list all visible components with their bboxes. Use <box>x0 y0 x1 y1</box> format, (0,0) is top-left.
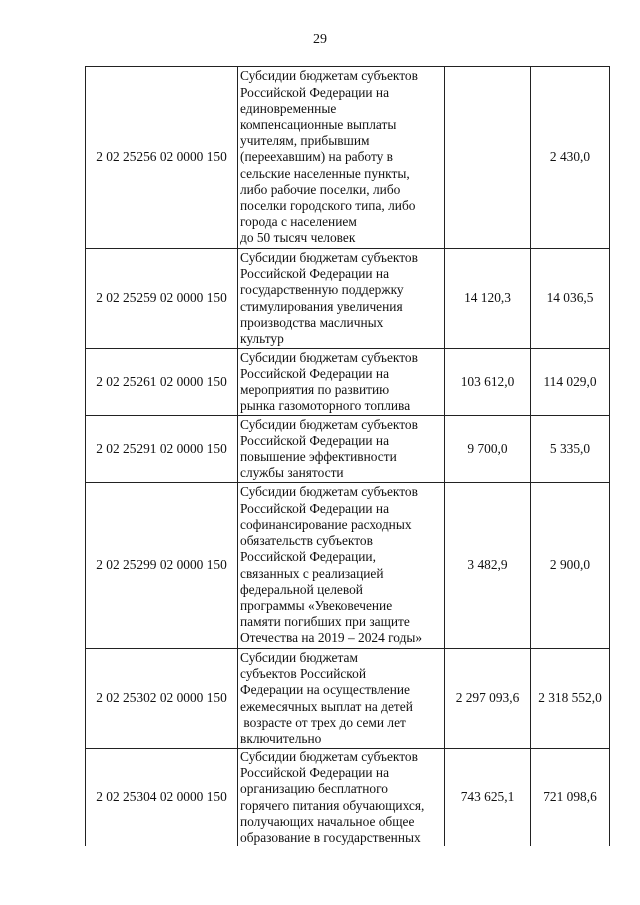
value-year-1: 14 120,3 <box>445 249 531 349</box>
name-line: рынка газомоторного топлива <box>240 398 411 414</box>
value-year-2: 114 029,0 <box>531 349 610 416</box>
value-year-1 <box>445 67 531 249</box>
name-line: Субсидии бюджетам <box>240 649 358 665</box>
table-row <box>86 416 610 483</box>
name-line: Субсидии бюджетам субъектов <box>240 349 418 365</box>
subsidy-name <box>238 749 445 847</box>
name-line: (переехавшим) на работу в <box>240 149 393 165</box>
name-line: единовременные <box>240 100 337 116</box>
subsidy-name <box>238 67 445 249</box>
name-line: включительно <box>240 730 322 746</box>
name-line: программы «Увековечение <box>240 597 393 613</box>
name-line: обязательств субъектов <box>240 533 373 549</box>
name-line: Субсидии бюджетам субъектов <box>240 416 418 432</box>
name-line: компенсационные выплаты <box>240 116 397 132</box>
budget-code: 2 02 25299 02 0000 150 <box>86 483 238 649</box>
name-line: учителям, прибывшим <box>240 133 370 149</box>
value-year-1: 9 700,0 <box>445 416 531 483</box>
name-line: сельские населенные пункты, <box>240 165 410 181</box>
table-row <box>86 483 610 649</box>
name-line: службы занятости <box>240 465 344 481</box>
budget-code: 2 02 25256 02 0000 150 <box>86 67 238 249</box>
value-year-1: 743 625,1 <box>445 749 531 847</box>
value-year-1: 3 482,9 <box>445 483 531 649</box>
name-line: до 50 тысяч человек <box>240 230 356 246</box>
name-line: образование в государственных <box>240 830 421 846</box>
name-line: субъектов Российской <box>240 666 366 682</box>
name-line: организацию бесплатного <box>240 781 388 797</box>
value-year-2: 5 335,0 <box>531 416 610 483</box>
name-line: получающих начальное общее <box>240 813 415 829</box>
name-line: Российской Федерации на <box>240 432 390 448</box>
name-line: горячего питания обучающихся, <box>240 797 425 813</box>
name-line: Субсидии бюджетам субъектов <box>240 68 418 84</box>
name-line: производства масличных <box>240 314 384 330</box>
value-year-2: 14 036,5 <box>531 249 610 349</box>
value-year-2: 2 900,0 <box>531 483 610 649</box>
subsidy-name <box>238 649 445 749</box>
name-line: повышение эффективности <box>240 449 397 464</box>
table-row <box>86 649 610 749</box>
name-line: Российской Федерации на <box>240 365 390 381</box>
name-line: поселки городского типа, либо <box>240 198 416 213</box>
name-line: Отечества на 2019 – 2024 годы» <box>240 630 423 646</box>
table-row <box>86 749 610 847</box>
name-line: мероприятия по развитию <box>240 382 390 397</box>
table-row <box>86 67 610 249</box>
name-line: Субсидии бюджетам субъектов <box>240 484 418 500</box>
name-line: Российской Федерации на <box>240 84 390 100</box>
value-year-1: 2 297 093,6 <box>445 649 531 749</box>
subsidy-name <box>238 416 445 483</box>
name-line: софинансирование расходных <box>240 516 412 532</box>
subsidy-name <box>238 249 445 349</box>
subsidy-name <box>238 349 445 416</box>
budget-table <box>85 66 610 846</box>
table-row <box>86 249 610 349</box>
name-line: возрасте от трех до семи лет <box>240 714 406 730</box>
name-line: культур <box>240 330 284 346</box>
name-line: ежемесячных выплат на детей <box>240 698 413 714</box>
name-line: федеральной целевой <box>240 581 363 597</box>
name-line: Российской Федерации на <box>240 266 390 282</box>
value-year-1: 103 612,0 <box>445 349 531 416</box>
name-line: либо рабочие поселки, либо <box>240 181 401 197</box>
table-row <box>86 349 610 416</box>
budget-code: 2 02 25304 02 0000 150 <box>86 749 238 847</box>
value-year-2: 2 318 552,0 <box>531 649 610 749</box>
subsidy-name <box>238 483 445 649</box>
value-year-2: 721 098,6 <box>531 749 610 847</box>
page-number: 29 <box>313 32 327 47</box>
name-line: Субсидии бюджетам субъектов <box>240 249 418 265</box>
name-line: связанных с реализацией <box>240 565 384 581</box>
name-line: государственную поддержку <box>240 282 404 298</box>
name-line: памяти погибших при защите <box>240 614 410 630</box>
name-line: Российской Федерации, <box>240 549 376 565</box>
budget-code: 2 02 25291 02 0000 150 <box>86 416 238 483</box>
budget-code: 2 02 25302 02 0000 150 <box>86 649 238 749</box>
budget-code: 2 02 25261 02 0000 150 <box>86 349 238 416</box>
name-line: Федерации на осуществление <box>240 682 410 698</box>
name-line: города с населением <box>240 214 357 230</box>
value-year-2: 2 430,0 <box>531 67 610 249</box>
name-line: Российской Федерации на <box>240 765 390 781</box>
budget-code: 2 02 25259 02 0000 150 <box>86 249 238 349</box>
name-line: Российской Федерации на <box>240 500 390 516</box>
name-line: стимулирования увеличения <box>240 298 403 314</box>
name-line: Субсидии бюджетам субъектов <box>240 749 418 764</box>
